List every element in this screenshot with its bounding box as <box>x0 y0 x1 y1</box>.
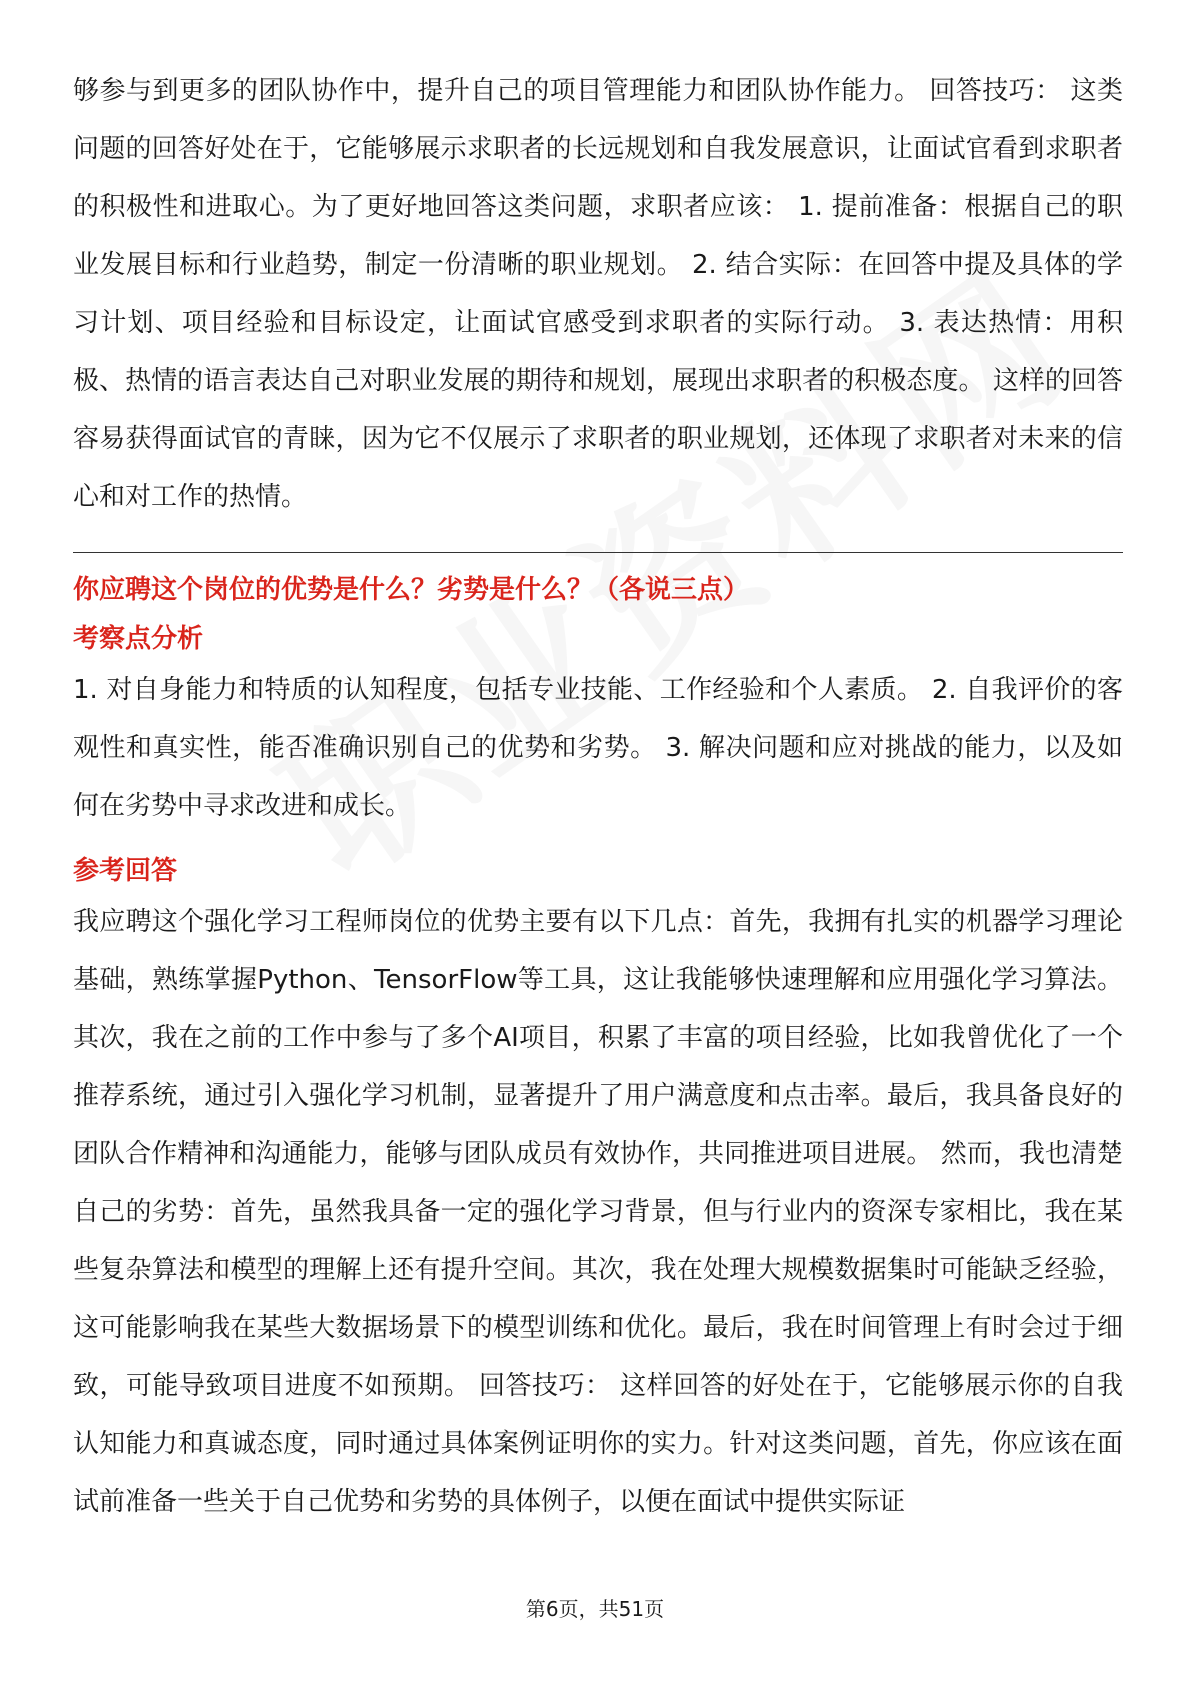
analysis-heading: 考察点分析 <box>73 624 204 654</box>
question-title: 你应聘这个岗位的优势是什么？劣势是什么？（各说三点） <box>73 575 750 605</box>
page-footer: 第6页，共51页 <box>525 1597 665 1621</box>
document-page <box>73 62 1123 1531</box>
answer-heading: 参考回答 <box>73 856 178 886</box>
section-divider <box>73 552 1123 553</box>
analysis-text: 1. 对自身能力和特质的认知程度，包括专业技能、工作经验和个人素质。 2. 自我评价的客观性和真实性，能否准确识别自己的优势和劣势。 3. 解决问题和应对挑战的能力，以及如何在劣势中寻求改进和成长。 <box>73 675 1123 821</box>
answer-text: 我应聘这个强化学习工程师岗位的优势主要有以下几点：首先，我拥有扎实的机器学习理论基础，熟练掌握Python、TensorFlow等工具，这让我能够快速理解和应用强化学习算法。其次，我在之前的工作中参与了多个AI项目，积累了丰富的项目经验，比如我曾优化了一个推荐系统，通过引入强化学习机制，显著提升了用户满意度和点击率。最后，我具备良好的团队合作精神和沟通能力，能够与团队成员有效协作，共同推进项目进展。 然而，我也清楚自己的劣势：首先，虽然我具备一定的强化学习背景，但与行业内的资深专家相比，我在某些复杂算法和模型的理解上还有提升空间。其次，我在处理大规模数据集时可能缺乏经验，这可能影响我在某些大数据场景下的模型训练和优化。最后，我在时间管理上有时会过于细致，可能导致项目进度不如预期。 回答技巧： 这样回答的好处在于，它能够展示你的自我认知能力和真诚态度，同时通过具体案例证明你的实力。针对这类问题，首先，你应该在面试前准备一些关于自己优势和劣势的具体例子，以便在面试中提供实际证 <box>73 907 1123 1517</box>
intro-paragraph: 够参与到更多的团队协作中，提升自己的项目管理能力和团队协作能力。 回答技巧： 这类问题的回答好处在于，它能够展示求职者的长远规划和自我发展意识，让面试官看到求职者的积极性和进取心。为了更好地回答这类问题，求职者应该： 1. 提前准备：根据自己的职业发展目标和行业趋势，制定一份清晰的职业规划。 2. 结合实际：在回答中提及具体的学习计划、项目经验和目标设定，让面试官感受到求职者的实际行动。 3. 表达热情：用积极、热情的语言表达自己对职业发展的期待和规划，展现出求职者的积极态度。 这样的回答容易获得面试官的青睐，因为它不仅展示了求职者的职业规划，还体现了求职者对未来的信心和对工作的热情。 <box>73 76 1123 512</box>
